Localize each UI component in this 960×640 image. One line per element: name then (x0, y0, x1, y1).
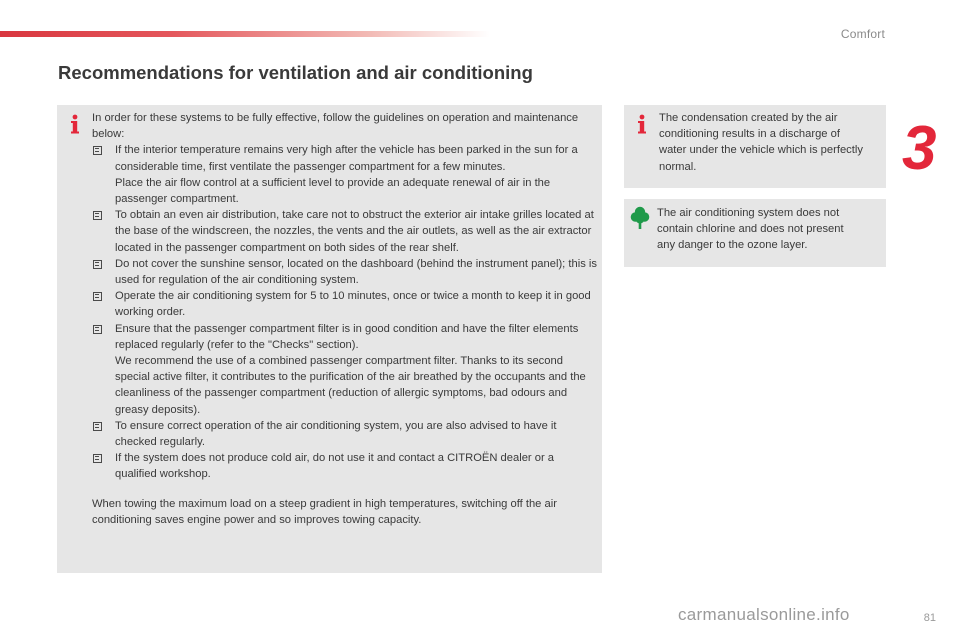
list-item-text: Operate the air conditioning system for 5 to 10 minutes, once or twice a month to keep it in good working order. (115, 290, 591, 319)
checkbox-bullet-icon (93, 292, 102, 301)
list-item-text: If the system does not produce cold air, do not use it and contact a CITROËN dealer or a qualified workshop. (115, 452, 555, 481)
header-accent-bar (0, 31, 490, 37)
list-item (92, 418, 597, 450)
checkbox-bullet-icon (93, 422, 102, 431)
watermark: carmanualsonline.info (678, 605, 850, 624)
checkbox-bullet-icon (93, 146, 102, 155)
info-icon (635, 114, 649, 134)
checkbox-bullet-icon (93, 211, 102, 220)
list-item (92, 142, 597, 207)
list-item (92, 256, 597, 288)
page-title: Recommendations for ventilation and air conditioning (58, 62, 533, 83)
recommendations-box (57, 105, 602, 573)
page-number: 81 (923, 612, 936, 624)
recommendations-text (92, 110, 597, 528)
info-icon (68, 114, 82, 134)
list-item (92, 450, 597, 482)
eco-text: The air conditioning system does not contain chlorine and does not present any danger to the ozone layer. (657, 207, 844, 252)
list-item-subtext: Place the air flow control at a sufficient level to provide an adequate renewal of air in the passenger compartment. (115, 176, 551, 206)
list-item (92, 288, 597, 320)
checkbox-bullet-icon (93, 325, 102, 334)
list-item (92, 207, 597, 256)
list-item-text: Ensure that the passenger compartment filter is in good condition and have the filter elements replaced regularly (refer to the "Checks" section). (115, 322, 579, 351)
list-item-text: To ensure correct operation of the air conditioning system, you are also advised to have it checked regularly. (115, 419, 557, 449)
section-label: Comfort (840, 27, 885, 41)
checkbox-bullet-icon (93, 260, 102, 269)
intro-text: In order for these systems to be fully effective, follow the guidelines on operation and maintenance below: (92, 112, 579, 141)
chapter-number: 3 (902, 114, 937, 183)
list-item-text: Do not cover the sunshine sensor, located on the dashboard (behind the instrument panel); this is used for regulation of the air conditioning system. (115, 257, 597, 287)
list-item-text: If the interior temperature remains very high after the vehicle has been parked in the sun for a considerable time, first ventilate the passenger compartment for a few minutes. (115, 144, 578, 173)
list-item-text: To obtain an even air distribution, take care not to obstruct the exterior air intake grilles located at the base of the windscreen, the nozzles, the vents and the air outlets, as well as the air extractor located in the passenger compartment on both sides of the rear shelf. (115, 209, 594, 254)
eco-note-box (624, 199, 886, 267)
list-item (92, 321, 597, 418)
recommendation-list (92, 142, 597, 482)
list-item-subtext: We recommend the use of a combined passenger compartment filter. Thanks to its second special active filter, it contributes to the purification of the air breathed by the occupants and the cleanliness of the passenger compartment (reduction of allergic symptoms, bad odours and greasy deposits). (115, 355, 586, 416)
condensation-note-box (624, 105, 886, 188)
tree-icon (630, 206, 650, 230)
condensation-text: The condensation created by the air conditioning results in a discharge of water under the vehicle which is perfectly normal. (659, 112, 863, 173)
checkbox-bullet-icon (93, 454, 102, 463)
towing-note: When towing the maximum load on a steep gradient in high temperatures, switching off the air conditioning saves engine power and so improves towing capacity. (92, 497, 557, 526)
